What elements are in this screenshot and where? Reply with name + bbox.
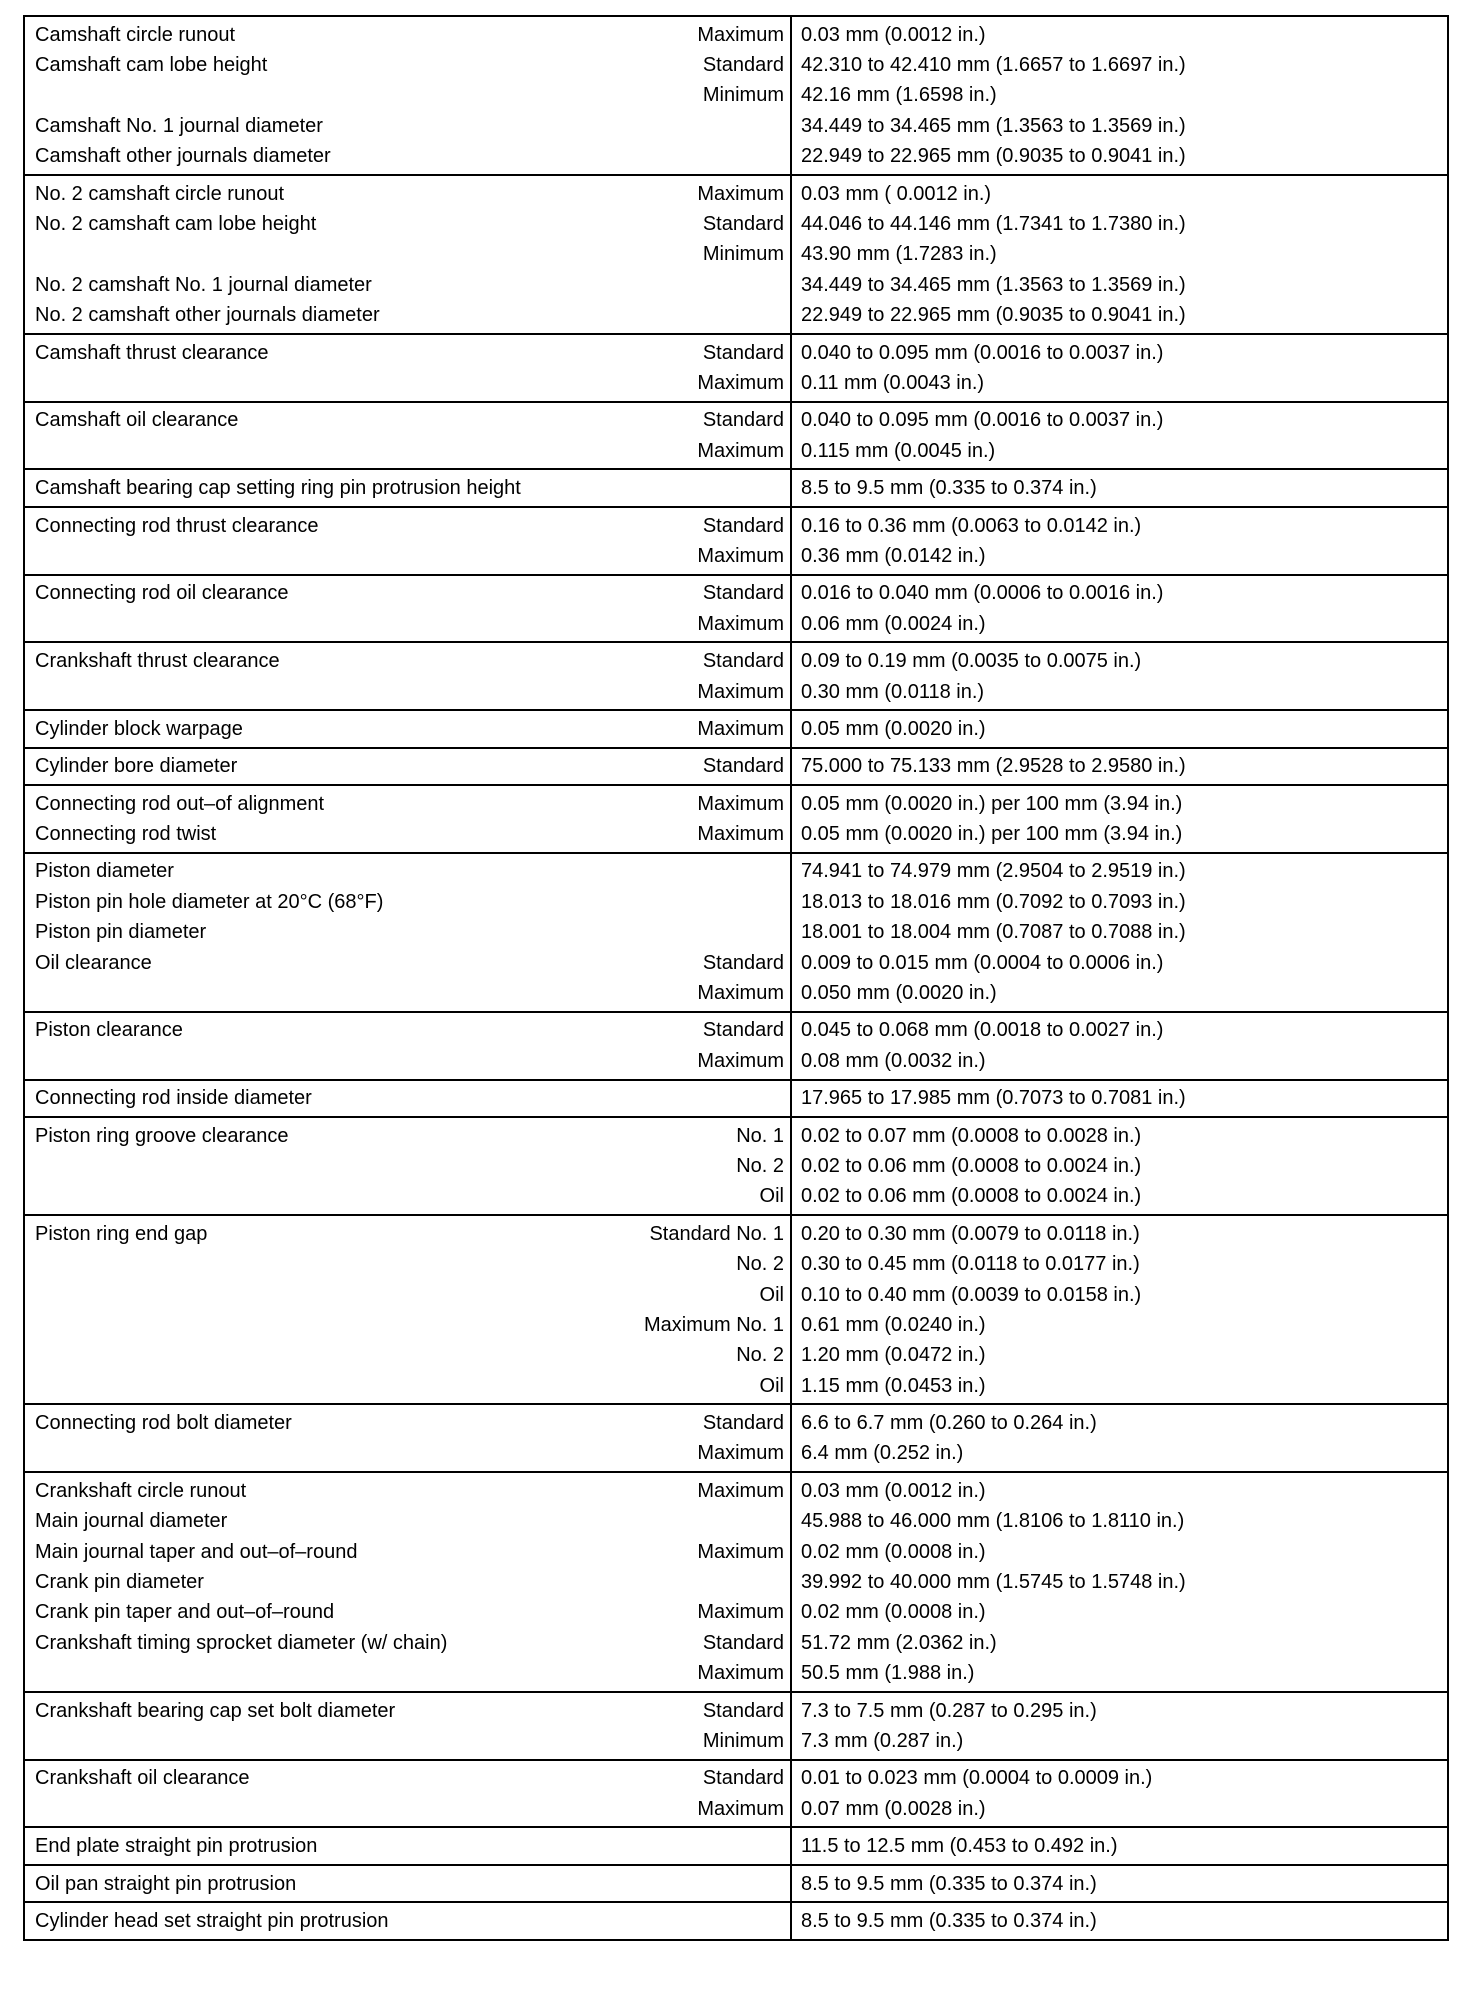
spec-value: 0.02 to 0.06 mm (0.0008 to 0.0024 in.) <box>801 1185 1142 1208</box>
spec-value: 34.449 to 34.465 mm (1.3563 to 1.3569 in.) <box>801 114 1186 137</box>
spec-item-cell <box>24 1117 791 1215</box>
spec-qualifier: Maximum <box>697 792 784 815</box>
spec-item-name: Camshaft bearing cap setting ring pin protrusion height <box>35 477 521 500</box>
spec-qualifier: Maximum <box>697 544 784 567</box>
spec-value-cell <box>791 785 1448 853</box>
spec-value-cell <box>791 1827 1448 1864</box>
spec-item-line <box>35 142 784 172</box>
spec-value: 7.3 mm (0.287 in.) <box>801 1730 964 1752</box>
spec-value: 0.09 to 0.19 mm (0.0035 to 0.0075 in.) <box>801 650 1142 673</box>
spec-item-line <box>35 1016 784 1046</box>
spec-item-name: Connecting rod twist <box>35 823 217 846</box>
spec-table <box>23 15 1449 1941</box>
spec-item-line <box>35 1567 784 1597</box>
spec-item-line <box>35 918 784 948</box>
spec-qualifier: Standard <box>702 951 784 974</box>
spec-item-name: Connecting rod bolt diameter <box>35 1412 292 1435</box>
spec-item-name: Oil pan straight pin protrusion <box>35 1872 297 1895</box>
spec-item-line <box>35 677 784 707</box>
spec-value: 0.02 to 0.07 mm (0.0008 to 0.0028 in.) <box>801 1124 1142 1147</box>
spec-item-line <box>35 1439 784 1469</box>
spec-qualifier: Maximum <box>697 1540 784 1563</box>
spec-item-cell <box>24 1827 791 1864</box>
spec-row <box>24 1404 1448 1472</box>
spec-value: 18.001 to 18.004 mm (0.7087 to 0.7088 in.) <box>801 921 1186 944</box>
spec-qualifier: No. 2 <box>736 1344 784 1367</box>
spec-item-line <box>35 1628 784 1658</box>
spec-item-line <box>35 1408 784 1438</box>
spec-value: 0.01 to 0.023 mm (0.0004 to 0.0009 in.) <box>801 1767 1153 1790</box>
spec-item-line <box>35 1341 784 1371</box>
spec-qualifier: Maximum <box>697 1049 784 1072</box>
spec-item-cell <box>24 402 791 470</box>
spec-value-cell <box>791 575 1448 643</box>
spec-item-name: Piston ring groove clearance <box>35 1124 289 1147</box>
spec-value: 0.61 mm (0.0240 in.) <box>801 1313 986 1336</box>
spec-value: 42.16 mm (1.6598 in.) <box>801 84 997 107</box>
spec-row <box>24 1865 1448 1902</box>
spec-table-body <box>24 16 1448 1940</box>
spec-value: 43.90 mm (1.7283 in.) <box>801 243 997 266</box>
spec-qualifier: Oil <box>759 1185 784 1208</box>
spec-value: 22.949 to 22.965 mm (0.9035 to 0.9041 in.) <box>801 304 1186 327</box>
spec-row <box>24 1117 1448 1215</box>
spec-value: 34.449 to 34.465 mm (1.3563 to 1.3569 in.) <box>801 273 1186 296</box>
spec-item-name: Crankshaft circle runout <box>35 1479 247 1502</box>
spec-value-cell <box>791 402 1448 470</box>
spec-value: 8.5 to 9.5 mm (0.335 to 0.374 in.) <box>801 477 1097 500</box>
spec-value: 0.050 mm (0.0020 in.) <box>801 982 997 1005</box>
spec-qualifier: No. 1 <box>736 1124 784 1147</box>
spec-value-cell <box>791 1404 1448 1472</box>
spec-row <box>24 402 1448 470</box>
spec-item-line <box>35 1084 784 1114</box>
spec-item-name: Main journal taper and out–of–round <box>35 1540 358 1563</box>
spec-item-name: Main journal diameter <box>35 1510 228 1533</box>
spec-row <box>24 642 1448 710</box>
spec-item-line <box>35 1764 784 1794</box>
spec-item-name: Connecting rod oil clearance <box>35 582 289 605</box>
spec-item-cell <box>24 1012 791 1080</box>
spec-item-line <box>35 81 784 111</box>
spec-qualifier: Standard <box>702 213 784 236</box>
spec-value: 0.30 mm (0.0118 in.) <box>801 680 985 703</box>
spec-value: 0.040 to 0.095 mm (0.0016 to 0.0037 in.) <box>801 341 1164 364</box>
spec-item-cell <box>24 575 791 643</box>
spec-item-name: Camshaft circle runout <box>35 23 236 46</box>
spec-qualifier: Standard <box>702 1767 784 1790</box>
spec-item-line <box>35 301 784 331</box>
spec-item-line <box>35 368 784 398</box>
spec-item-line <box>35 1046 784 1076</box>
spec-item-line <box>35 1182 784 1212</box>
spec-qualifier: Maximum <box>697 823 784 846</box>
spec-value: 0.115 mm (0.0045 in.) <box>801 439 996 462</box>
spec-item-cell <box>24 853 791 1012</box>
spec-item-line <box>35 1696 784 1726</box>
spec-row <box>24 1902 1448 1939</box>
spec-value: 18.013 to 18.016 mm (0.7092 to 0.7093 in.) <box>801 890 1186 913</box>
spec-value-cell <box>791 853 1448 1012</box>
spec-item-name: Camshaft cam lobe height <box>35 54 268 77</box>
spec-qualifier: Standard No. 1 <box>649 1222 784 1245</box>
spec-item-line <box>35 978 784 1008</box>
spec-item-name: Piston clearance <box>35 1019 183 1042</box>
spec-value: 0.07 mm (0.0028 in.) <box>801 1797 986 1820</box>
spec-item-line <box>35 948 784 978</box>
spec-row <box>24 507 1448 575</box>
spec-item-cell <box>24 1902 791 1939</box>
spec-value: 8.5 to 9.5 mm (0.335 to 0.374 in.) <box>801 1909 1097 1932</box>
spec-value-cell <box>791 1215 1448 1404</box>
spec-item-cell <box>24 1404 791 1472</box>
spec-value: 11.5 to 12.5 mm (0.453 to 0.492 in.) <box>801 1835 1118 1858</box>
spec-value: 44.046 to 44.146 mm (1.7341 to 1.7380 in.) <box>801 213 1186 236</box>
spec-item-name: No. 2 camshaft cam lobe height <box>35 213 317 236</box>
spec-item-line <box>35 857 784 887</box>
spec-item-line <box>35 473 784 503</box>
spec-qualifier: Maximum <box>697 612 784 635</box>
spec-item-name: Connecting rod out–of alignment <box>35 792 325 815</box>
spec-qualifier: Maximum <box>697 439 784 462</box>
spec-item-cell <box>24 1215 791 1404</box>
spec-item-line <box>35 111 784 141</box>
spec-value: 0.045 to 0.068 mm (0.0018 to 0.0027 in.) <box>801 1019 1164 1042</box>
spec-item-line <box>35 714 784 744</box>
spec-item-line <box>35 1151 784 1181</box>
spec-row <box>24 334 1448 402</box>
spec-value: 0.03 mm ( 0.0012 in.) <box>801 182 992 205</box>
spec-row <box>24 175 1448 334</box>
spec-item-line <box>35 646 784 676</box>
spec-item-line <box>35 1476 784 1506</box>
spec-row <box>24 1692 1448 1760</box>
spec-item-name: Connecting rod inside diameter <box>35 1087 312 1110</box>
spec-item-cell <box>24 469 791 506</box>
spec-row <box>24 1215 1448 1404</box>
spec-value: 0.03 mm (0.0012 in.) <box>801 1479 986 1502</box>
spec-value-cell <box>791 642 1448 710</box>
spec-item-line <box>35 1121 784 1151</box>
spec-value: 39.992 to 40.000 mm (1.5745 to 1.5748 in.) <box>801 1571 1186 1594</box>
spec-qualifier: Standard <box>702 1699 784 1722</box>
spec-value-cell <box>791 1472 1448 1692</box>
spec-row <box>24 1760 1448 1828</box>
spec-item-line <box>35 1726 784 1756</box>
spec-item-line <box>35 1280 784 1310</box>
spec-item-cell <box>24 175 791 334</box>
spec-item-line <box>35 1598 784 1628</box>
spec-item-line <box>35 1249 784 1279</box>
spec-item-name: Cylinder bore diameter <box>35 755 238 778</box>
spec-item-line <box>35 20 784 50</box>
spec-value-cell <box>791 1760 1448 1828</box>
spec-item-line <box>35 436 784 466</box>
spec-value: 0.02 mm (0.0008 in.) <box>801 1540 986 1563</box>
spec-item-cell <box>24 1692 791 1760</box>
spec-qualifier: Standard <box>702 1019 784 1042</box>
spec-item-cell <box>24 1080 791 1117</box>
spec-item-name: End plate straight pin protrusion <box>35 1835 318 1858</box>
spec-item-cell <box>24 642 791 710</box>
spec-value: 7.3 to 7.5 mm (0.287 to 0.295 in.) <box>801 1699 1097 1722</box>
spec-value: 0.040 to 0.095 mm (0.0016 to 0.0037 in.) <box>801 409 1164 432</box>
spec-qualifier: Standard <box>702 650 784 673</box>
spec-qualifier: Standard <box>702 409 784 432</box>
spec-item-name: Camshaft No. 1 journal diameter <box>35 114 323 137</box>
spec-value: 0.20 to 0.30 mm (0.0079 to 0.0118 in.) <box>801 1222 1140 1245</box>
spec-item-name: Piston pin diameter <box>35 921 207 944</box>
spec-value: 22.949 to 22.965 mm (0.9035 to 0.9041 in.) <box>801 145 1186 168</box>
spec-qualifier: Standard <box>702 514 784 537</box>
spec-item-name: Crankshaft thrust clearance <box>35 650 280 673</box>
spec-value-cell <box>791 1865 1448 1902</box>
spec-value: 1.15 mm (0.0453 in.) <box>801 1374 986 1397</box>
spec-item-line <box>35 579 784 609</box>
spec-item-name: No. 2 camshaft No. 1 journal diameter <box>35 273 372 296</box>
spec-qualifier: Maximum <box>697 1662 784 1685</box>
spec-value: 0.016 to 0.040 mm (0.0006 to 0.0016 in.) <box>801 582 1164 605</box>
spec-item-cell <box>24 710 791 747</box>
spec-value: 42.310 to 42.410 mm (1.6657 to 1.6697 in.) <box>801 54 1186 77</box>
spec-item-name: Crankshaft timing sprocket diameter (w/ chain) <box>35 1631 448 1654</box>
spec-qualifier: Maximum <box>697 182 784 205</box>
spec-qualifier: Standard <box>702 1412 784 1435</box>
spec-value-cell <box>791 1902 1448 1939</box>
spec-value-cell <box>791 469 1448 506</box>
spec-item-line <box>35 270 784 300</box>
spec-item-name: Camshaft other journals diameter <box>35 145 331 168</box>
spec-value: 6.6 to 6.7 mm (0.260 to 0.264 in.) <box>801 1412 1097 1435</box>
spec-item-line <box>35 1219 784 1249</box>
spec-item-name: Piston diameter <box>35 860 174 883</box>
spec-value: 50.5 mm (1.988 in.) <box>801 1662 975 1685</box>
spec-item-cell <box>24 1865 791 1902</box>
spec-qualifier: Maximum <box>697 23 784 46</box>
spec-row <box>24 1827 1448 1864</box>
spec-item-line <box>35 406 784 436</box>
spec-value: 0.02 mm (0.0008 in.) <box>801 1601 986 1624</box>
spec-item-name: Crankshaft bearing cap set bolt diameter <box>35 1699 396 1722</box>
spec-value: 6.4 mm (0.252 in.) <box>801 1442 964 1465</box>
spec-row <box>24 1012 1448 1080</box>
spec-item-line <box>35 752 784 782</box>
spec-item-name: Cylinder head set straight pin protrusion <box>35 1909 389 1932</box>
spec-value-cell <box>791 16 1448 175</box>
spec-row <box>24 748 1448 785</box>
spec-qualifier: Standard <box>702 1631 784 1654</box>
spec-value-cell <box>791 710 1448 747</box>
spec-qualifier: Standard <box>702 755 784 778</box>
spec-qualifier: Standard <box>702 582 784 605</box>
spec-qualifier: Maximum <box>697 1479 784 1502</box>
spec-item-line <box>35 1537 784 1567</box>
spec-item-line <box>35 1507 784 1537</box>
spec-qualifier: Maximum <box>697 717 784 740</box>
spec-item-line <box>35 789 784 819</box>
spec-qualifier: Maximum <box>697 680 784 703</box>
spec-value: 17.965 to 17.985 mm (0.7073 to 0.7081 in.) <box>801 1087 1186 1110</box>
spec-item-name: Crank pin diameter <box>35 1571 204 1594</box>
spec-row <box>24 1472 1448 1692</box>
spec-qualifier: Maximum <box>697 371 784 394</box>
spec-qualifier: Maximum <box>697 1442 784 1465</box>
spec-qualifier: Minimum <box>702 1730 784 1752</box>
spec-qualifier: Oil <box>759 1283 784 1306</box>
spec-value: 0.10 to 0.40 mm (0.0039 to 0.0158 in.) <box>801 1283 1142 1306</box>
spec-item-name: Camshaft thrust clearance <box>35 341 269 364</box>
spec-item-cell <box>24 334 791 402</box>
spec-item-cell <box>24 1760 791 1828</box>
spec-value: 0.05 mm (0.0020 in.) per 100 mm (3.94 in.) <box>801 823 1183 846</box>
spec-item-line <box>35 179 784 209</box>
spec-row <box>24 853 1448 1012</box>
spec-item-name: Crankshaft oil clearance <box>35 1767 250 1790</box>
spec-value: 8.5 to 9.5 mm (0.335 to 0.374 in.) <box>801 1872 1097 1895</box>
spec-item-cell <box>24 785 791 853</box>
spec-qualifier: Standard <box>702 54 784 77</box>
spec-value: 0.05 mm (0.0020 in.) <box>801 717 986 740</box>
spec-item-cell <box>24 507 791 575</box>
spec-value-cell <box>791 507 1448 575</box>
spec-item-line <box>35 240 784 270</box>
spec-value: 0.16 to 0.36 mm (0.0063 to 0.0142 in.) <box>801 514 1142 537</box>
spec-value-cell <box>791 175 1448 334</box>
spec-item-line <box>35 1310 784 1340</box>
spec-item-line <box>35 1831 784 1861</box>
spec-value: 45.988 to 46.000 mm (1.8106 to 1.8110 in.) <box>801 1510 1185 1533</box>
spec-item-line <box>35 1869 784 1899</box>
spec-item-line <box>35 1906 784 1936</box>
spec-row <box>24 575 1448 643</box>
spec-value: 0.11 mm (0.0043 in.) <box>801 371 985 394</box>
spec-item-name: Camshaft oil clearance <box>35 409 239 432</box>
spec-qualifier: Oil <box>759 1374 784 1397</box>
spec-item-name: Piston pin hole diameter at 20°C (68°F) <box>35 890 384 913</box>
spec-value-cell <box>791 1692 1448 1760</box>
spec-qualifier: Minimum <box>702 243 784 266</box>
spec-item-line <box>35 50 784 80</box>
spec-row <box>24 710 1448 747</box>
spec-item-line <box>35 338 784 368</box>
spec-qualifier: Minimum <box>702 84 784 107</box>
spec-item-line <box>35 1659 784 1689</box>
spec-item-name: Piston ring end gap <box>35 1222 208 1245</box>
spec-qualifier: Maximum <box>697 982 784 1005</box>
spec-qualifier: No. 2 <box>736 1154 784 1177</box>
spec-value: 1.20 mm (0.0472 in.) <box>801 1344 986 1367</box>
spec-item-line <box>35 511 784 541</box>
spec-item-name: Crank pin taper and out–of–round <box>35 1601 335 1624</box>
spec-value: 0.30 to 0.45 mm (0.0118 to 0.0177 in.) <box>801 1253 1140 1276</box>
spec-item-line <box>35 1794 784 1824</box>
spec-item-cell <box>24 1472 791 1692</box>
spec-item-line <box>35 541 784 571</box>
spec-item-line <box>35 1371 784 1401</box>
spec-value: 0.08 mm (0.0032 in.) <box>801 1049 986 1072</box>
spec-value: 0.009 to 0.015 mm (0.0004 to 0.0006 in.) <box>801 951 1164 974</box>
spec-item-name: Connecting rod thrust clearance <box>35 514 319 537</box>
spec-value: 0.05 mm (0.0020 in.) per 100 mm (3.94 in.) <box>801 792 1183 815</box>
spec-value-cell <box>791 334 1448 402</box>
spec-item-line <box>35 887 784 917</box>
spec-qualifier: Maximum <box>697 1797 784 1820</box>
spec-qualifier: Maximum <box>697 1601 784 1624</box>
spec-value: 75.000 to 75.133 mm (2.9528 to 2.9580 in.) <box>801 755 1186 778</box>
spec-item-line <box>35 609 784 639</box>
spec-value: 0.02 to 0.06 mm (0.0008 to 0.0024 in.) <box>801 1154 1142 1177</box>
spec-value: 0.36 mm (0.0142 in.) <box>801 544 986 567</box>
spec-value: 51.72 mm (2.0362 in.) <box>801 1631 997 1654</box>
spec-value: 0.03 mm (0.0012 in.) <box>801 23 986 46</box>
spec-row <box>24 469 1448 506</box>
spec-item-line <box>35 819 784 849</box>
spec-item-line <box>35 209 784 239</box>
spec-qualifier: Standard <box>702 341 784 364</box>
spec-value: 0.06 mm (0.0024 in.) <box>801 612 986 635</box>
spec-row <box>24 785 1448 853</box>
spec-row <box>24 16 1448 175</box>
spec-item-name: Oil clearance <box>35 951 152 974</box>
spec-item-name: Cylinder block warpage <box>35 717 243 740</box>
spec-value-cell <box>791 1080 1448 1117</box>
spec-item-name: No. 2 camshaft circle runout <box>35 182 284 205</box>
spec-item-cell <box>24 16 791 175</box>
spec-row <box>24 1080 1448 1117</box>
spec-value-cell <box>791 1117 1448 1215</box>
spec-value: 74.941 to 74.979 mm (2.9504 to 2.9519 in.) <box>801 860 1186 883</box>
spec-value-cell <box>791 748 1448 785</box>
spec-qualifier: No. 2 <box>736 1253 784 1276</box>
spec-item-cell <box>24 748 791 785</box>
spec-qualifier: Maximum No. 1 <box>643 1313 784 1336</box>
spec-item-name: No. 2 camshaft other journals diameter <box>35 304 380 327</box>
spec-value-cell <box>791 1012 1448 1080</box>
